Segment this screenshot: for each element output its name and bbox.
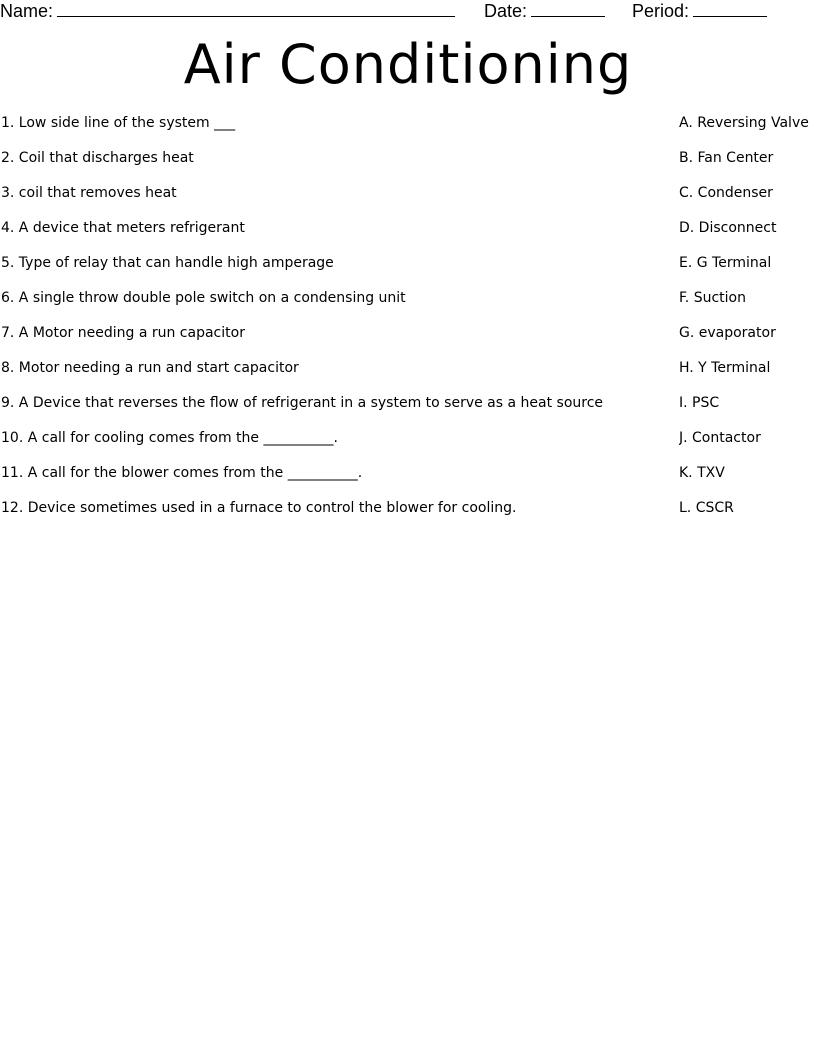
answer-list [679,112,816,532]
clue-item-6: 6. A single throw double pole switch on a condensing unit [1,290,406,306]
clue-item-8: 8. Motor needing a run and start capacitor [1,360,299,376]
clue-item-11: 11. A call for the blower comes from the __________. [1,465,363,481]
date-label: Date: [484,1,528,21]
period-blank[interactable] [693,0,767,17]
clue-item-1: 1. Low side line of the system ___ [1,115,236,131]
clue-list [1,112,666,532]
name-blank[interactable] [57,0,455,17]
date-field[interactable] [484,0,605,22]
clue-item-12: 12. Device sometimes used in a furnace to control the blower for cooling. [1,500,517,516]
answer-item-g: G. evaporator [679,325,776,341]
period-field[interactable] [632,0,767,22]
name-label: Name: [0,1,54,21]
date-blank[interactable] [531,0,605,17]
worksheet-header [0,0,816,24]
answer-item-b: B. Fan Center [679,150,774,166]
answer-item-h: H. Y Terminal [679,360,771,376]
answer-item-k: K. TXV [679,465,725,481]
clue-item-9: 9. A Device that reverses the flow of refrigerant in a system to serve as a heat source [1,395,604,411]
answer-item-a: A. Reversing Valve [679,115,809,131]
name-field[interactable] [0,0,455,22]
clue-item-7: 7. A Motor needing a run capacitor [1,325,245,341]
answer-item-c: C. Condenser [679,185,773,201]
clue-item-10: 10. A call for cooling comes from the __________. [1,430,338,446]
answer-item-e: E. G Terminal [679,255,772,271]
clue-item-3: 3. coil that removes heat [1,185,177,201]
answer-item-f: F. Suction [679,290,746,306]
clue-item-4: 4. A device that meters refrigerant [1,220,245,236]
page-title: Air Conditioning [183,33,633,96]
clue-item-2: 2. Coil that discharges heat [1,150,194,166]
answer-item-i: I. PSC [679,395,720,411]
period-label: Period: [632,1,690,21]
clue-item-5: 5. Type of relay that can handle high amperage [1,255,334,271]
answer-item-j: J. Contactor [679,430,761,446]
answer-item-l: L. CSCR [679,500,734,516]
answer-item-d: D. Disconnect [679,220,777,236]
